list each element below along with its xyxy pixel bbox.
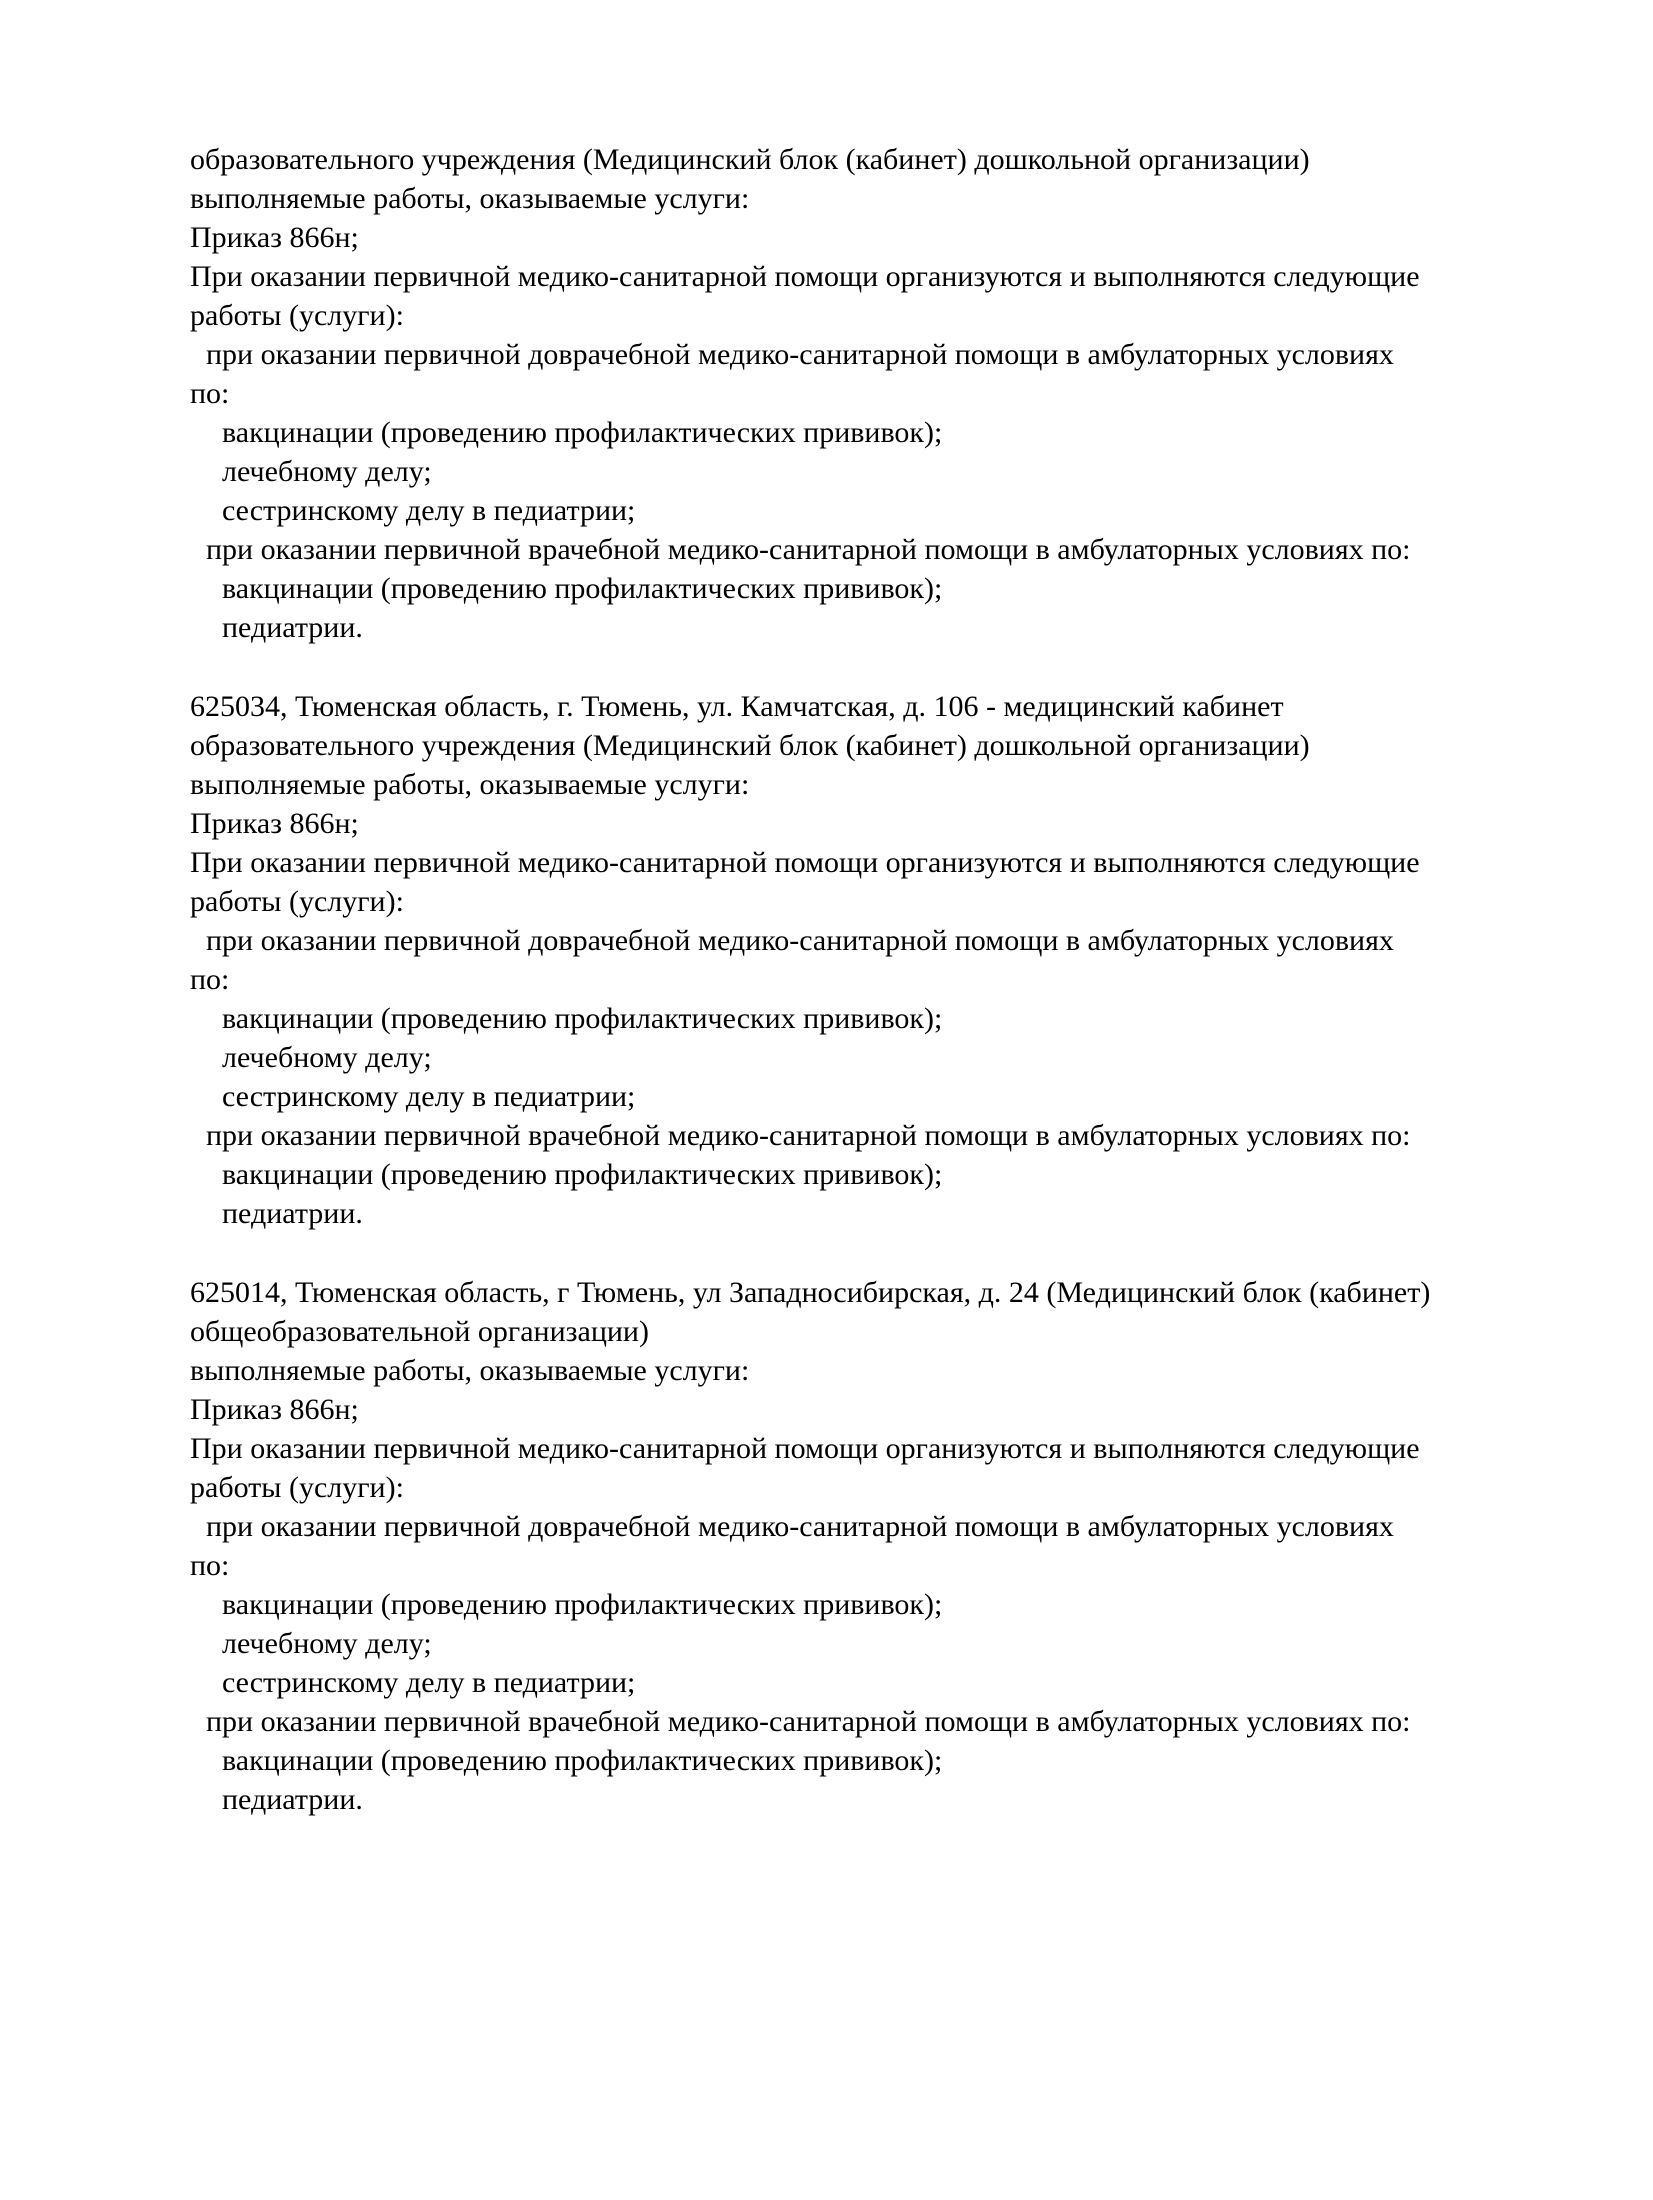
section-3-works-label: выполняемые работы, оказываемые услуги: (190, 1354, 750, 1387)
section-3-prehospital-line-2: по: (190, 1549, 230, 1582)
section-2-header-line-2: образовательного учреждения (Медицинский блок (кабинет) дошкольной организации) (190, 729, 1310, 762)
section-2-order: Приказ 866н; (190, 807, 359, 840)
section-3-physician-item: вакцинации (проведению профилактических прививок); (222, 1744, 943, 1777)
section-1-prehospital-line-2: по: (190, 377, 230, 410)
section-3-header-line-1: 625014, Тюменская область, г Тюмень, ул Западносибирская, д. 24 (Медицинский блок (кабинет) (190, 1276, 1431, 1309)
section-1-prehospital-item: сестринскому делу в педиатрии; (222, 494, 636, 527)
section-2-physician-item: педиатрии. (222, 1197, 363, 1230)
section-3-physician-line: при оказании первичной врачебной медико-санитарной помощи в амбулаторных условиях по: (206, 1705, 1411, 1738)
section-2-prehospital-item: лечебному делу; (222, 1041, 432, 1074)
section-1-physician-line: при оказании первичной врачебной медико-санитарной помощи в амбулаторных условиях по: (206, 533, 1411, 566)
section-3-intro-line-2: работы (услуги): (190, 1471, 404, 1504)
section-2-works-label: выполняемые работы, оказываемые услуги: (190, 768, 750, 801)
section-3-prehospital-line-1: при оказании первичной доврачебной медико-санитарной помощи в амбулаторных условиях (206, 1510, 1394, 1543)
section-3-order: Приказ 866н; (190, 1393, 359, 1426)
section-3-prehospital-item: лечебному делу; (222, 1627, 432, 1660)
section-3-header-line-2: общеобразовательной организации) (190, 1315, 649, 1348)
section-2-prehospital-line-2: по: (190, 963, 230, 996)
section-1-header-line-1: образовательного учреждения (Медицинский блок (кабинет) дошкольной организации) (190, 143, 1310, 176)
section-2-intro-line-1: При оказании первичной медико-санитарной помощи организуются и выполняются следующие (190, 846, 1420, 879)
section-1-works-label: выполняемые работы, оказываемые услуги: (190, 182, 750, 215)
section-2-prehospital-line-1: при оказании первичной доврачебной медико-санитарной помощи в амбулаторных условиях (206, 924, 1394, 957)
section-2-header-line-1: 625034, Тюменская область, г. Тюмень, ул. Камчатская, д. 106 - медицинский кабинет (190, 690, 1284, 723)
section-3-prehospital-item: сестринскому делу в педиатрии; (222, 1666, 636, 1699)
section-3-physician-item: педиатрии. (222, 1783, 363, 1816)
section-1-intro-line-2: работы (услуги): (190, 299, 404, 332)
section-1-order: Приказ 866н; (190, 221, 359, 254)
section-1-physician-item: педиатрии. (222, 611, 363, 644)
section-3-prehospital-item: вакцинации (проведению профилактических прививок); (222, 1588, 943, 1621)
section-2-prehospital-item: вакцинации (проведению профилактических прививок); (222, 1002, 943, 1035)
section-2-intro-line-2: работы (услуги): (190, 885, 404, 918)
section-3-intro-line-1: При оказании первичной медико-санитарной помощи организуются и выполняются следующие (190, 1432, 1420, 1465)
section-1-intro-line-1: При оказании первичной медико-санитарной помощи организуются и выполняются следующие (190, 260, 1420, 293)
section-2-prehospital-item: сестринскому делу в педиатрии; (222, 1080, 636, 1113)
section-1-prehospital-item: вакцинации (проведению профилактических прививок); (222, 416, 943, 449)
section-1-prehospital-line-1: при оказании первичной доврачебной медико-санитарной помощи в амбулаторных условиях (206, 338, 1394, 371)
section-2-physician-item: вакцинации (проведению профилактических прививок); (222, 1158, 943, 1191)
section-1-prehospital-item: лечебному делу; (222, 455, 432, 488)
section-1-physician-item: вакцинации (проведению профилактических прививок); (222, 572, 943, 605)
section-2-physician-line: при оказании первичной врачебной медико-санитарной помощи в амбулаторных условиях по: (206, 1119, 1411, 1152)
